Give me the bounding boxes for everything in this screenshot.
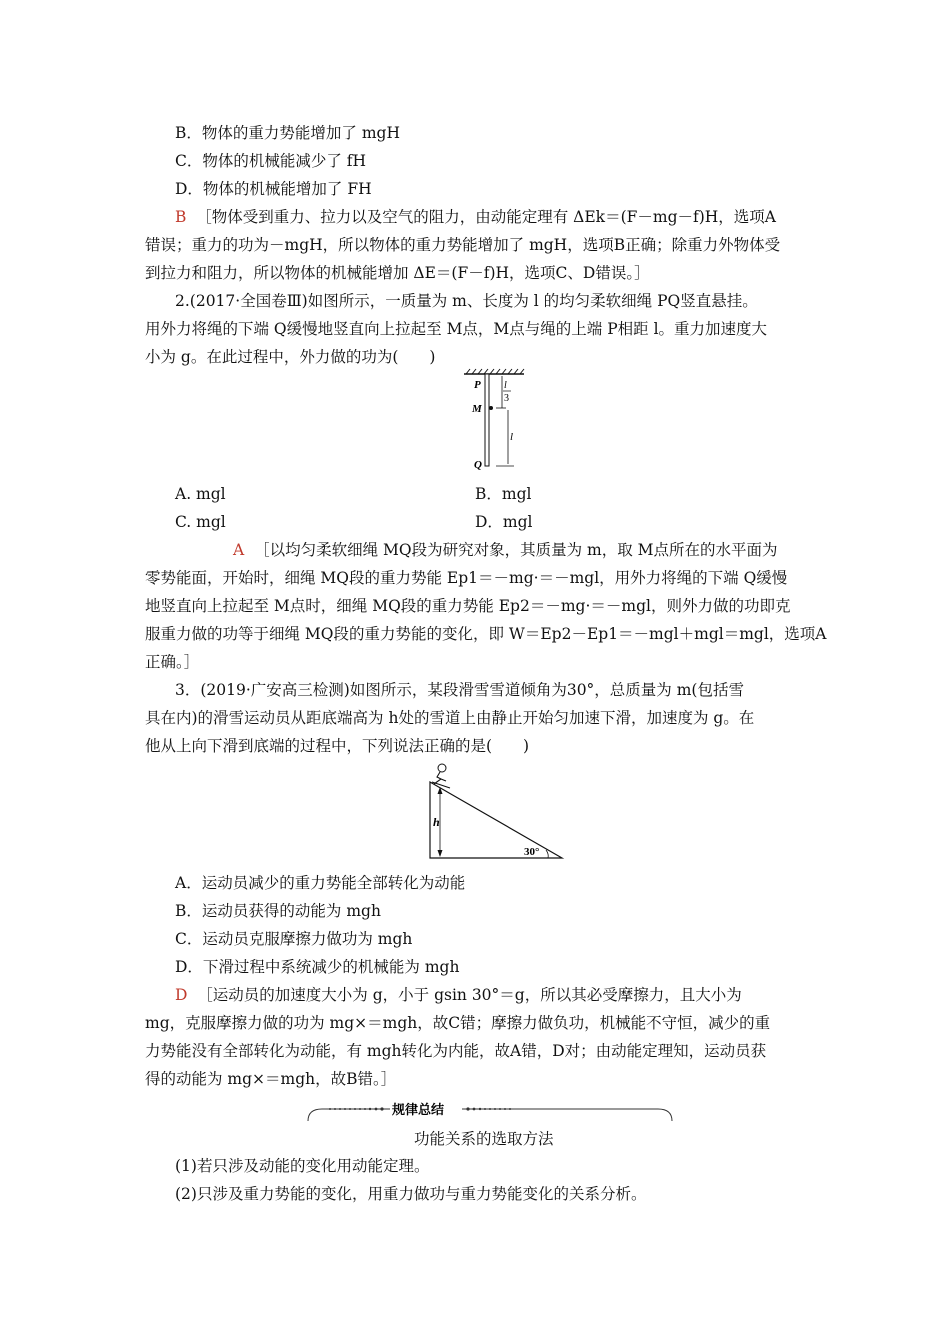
angle-label: 30°: [524, 846, 540, 858]
q3-answer-letter: D: [175, 986, 188, 1004]
q1-answer-line: [175, 207, 776, 227]
rope: [485, 374, 489, 466]
q3-option-d: D．下滑过程中系统减少的机械能为 mgh: [175, 958, 460, 976]
q3-stem-line1: 3．(2019·广安高三检测)如图所示，某段滑雪雪道倾角为30°，总质量为 m(包括雪: [175, 681, 744, 699]
label-m: M: [472, 403, 482, 415]
summary-item-1: (1)若只涉及动能的变化用动能定理。: [175, 1157, 430, 1175]
point-m-dot: [489, 406, 493, 410]
q1-answer-letter: B: [175, 208, 187, 226]
q1-answer-text: ［物体受到重力、拉力以及空气的阻力，由动能定理有 ΔEk＝(F－mg－f)H，选项A: [196, 208, 776, 226]
summary-title: 功能关系的选取方法: [414, 1130, 554, 1148]
skier-head-icon: [438, 764, 446, 772]
q2-answer-line4: 服重力做的功等于细绳 MQ段的重力势能的变化，即 W＝Ep2－Ep1＝－mgl＋mgl＝mgl，选项A: [145, 625, 827, 643]
q2-stem-line1: 2.(2017·全国卷Ⅲ)如图所示，一质量为 m、长度为 l 的均匀柔软细绳 PQ竖直悬挂。: [175, 292, 758, 310]
q3-answer-line4: 得的动能为 mg×＝mgh，故B错。］: [145, 1070, 397, 1088]
q2-answer-line5: 正确。］: [145, 653, 200, 671]
q2-answer-line2: 零势能面，开始时，细绳 MQ段的重力势能 Ep1＝－mg·＝－mgl，用外力将绳的下端 Q缓慢: [145, 569, 788, 587]
slope-triangle: [430, 782, 562, 858]
q3-option-c: C．运动员克服摩擦力做功为 mgh: [175, 930, 413, 948]
label-p: P: [474, 379, 481, 391]
q1-answer-line2: 错误；重力的功为－mgH，所以物体的重力势能增加了 mgH，选项B正确；除重力外物体受: [145, 236, 781, 254]
label-q: Q: [474, 459, 482, 471]
height-label: h: [433, 815, 440, 829]
q1-option-d: D．物体的机械能增加了 FH: [175, 180, 372, 198]
slope-figure: [420, 760, 570, 862]
q2-option-b: B．mgl: [475, 485, 532, 503]
q1-answer-line3: 到拉力和阻力，所以物体的机械能增加 ΔE＝(F－f)H，选项C、D错误。］: [145, 264, 650, 282]
dim-upper-denominator: 3: [504, 393, 509, 404]
rope-figure: [460, 368, 530, 478]
q1-option-c: C．物体的机械能减少了 fH: [175, 152, 367, 170]
dim-length-label: l: [510, 431, 514, 443]
q3-answer-line2: mg，克服摩擦力做的功为 mg×＝mgh，故C错；摩擦力做负功，机械能不守恒，减少的重: [145, 1014, 771, 1032]
q2-answer-text: ［以均匀柔软细绳 MQ段为研究对象，其质量为 m，取 M点所在的水平面为: [254, 541, 778, 559]
q2-option-d: D．mgl: [475, 513, 533, 531]
q3-option-a: A．运动员减少的重力势能全部转化为动能: [175, 874, 466, 892]
q2-stem-line3: 小为 g。在此过程中，外力做的功为( ): [145, 348, 436, 366]
q3-stem-line3: 他从上向下滑到底端的过程中，下列说法正确的是( ): [145, 737, 530, 755]
dim-upper-numerator: l: [504, 380, 507, 391]
skier-body-icon: [434, 772, 446, 784]
q2-option-c: C. mgl: [175, 513, 226, 531]
q3-stem-line2: 具在内)的滑雪运动员从距底端高为 h处的雪道上由静止开始匀加速下滑，加速度为 g。在: [145, 709, 755, 727]
q3-answer-text: ［运动员的加速度大小为 g，小于 gsin 30°＝g，所以其必受摩擦力，且大小为: [197, 986, 742, 1004]
q3-answer-line3: 力势能没有全部转化为动能，有 mgh转化为内能，故A错，D对；由动能定理知，运动员获: [145, 1042, 767, 1060]
q3-option-b: B．运动员获得的动能为 mgh: [175, 902, 381, 920]
banner-label: 规律总结: [392, 1102, 445, 1117]
q2-option-a: A. mgl: [175, 485, 226, 503]
q2-stem-line2: 用外力将绳的下端 Q缓慢地竖直向上拉起至 M点，M点与绳的上端 P相距 l。重力加速度大: [145, 320, 768, 338]
q2-answer-line3: 地竖直向上拉起至 M点时，细绳 MQ段的重力势能 Ep2＝－mg·＝－mgl，则外力做的功即克: [145, 597, 791, 615]
q2-answer-letter: A: [233, 541, 245, 559]
q2-answer-line: [233, 540, 778, 560]
summary-banner: [300, 1099, 680, 1123]
summary-item-2: (2)只涉及重力势能的变化，用重力做功与重力势能变化的关系分析。: [175, 1185, 647, 1203]
banner-bracket: [308, 1109, 672, 1121]
q1-option-b: B．物体的重力势能增加了 mgH: [175, 124, 400, 142]
q3-answer-line: [175, 985, 742, 1005]
